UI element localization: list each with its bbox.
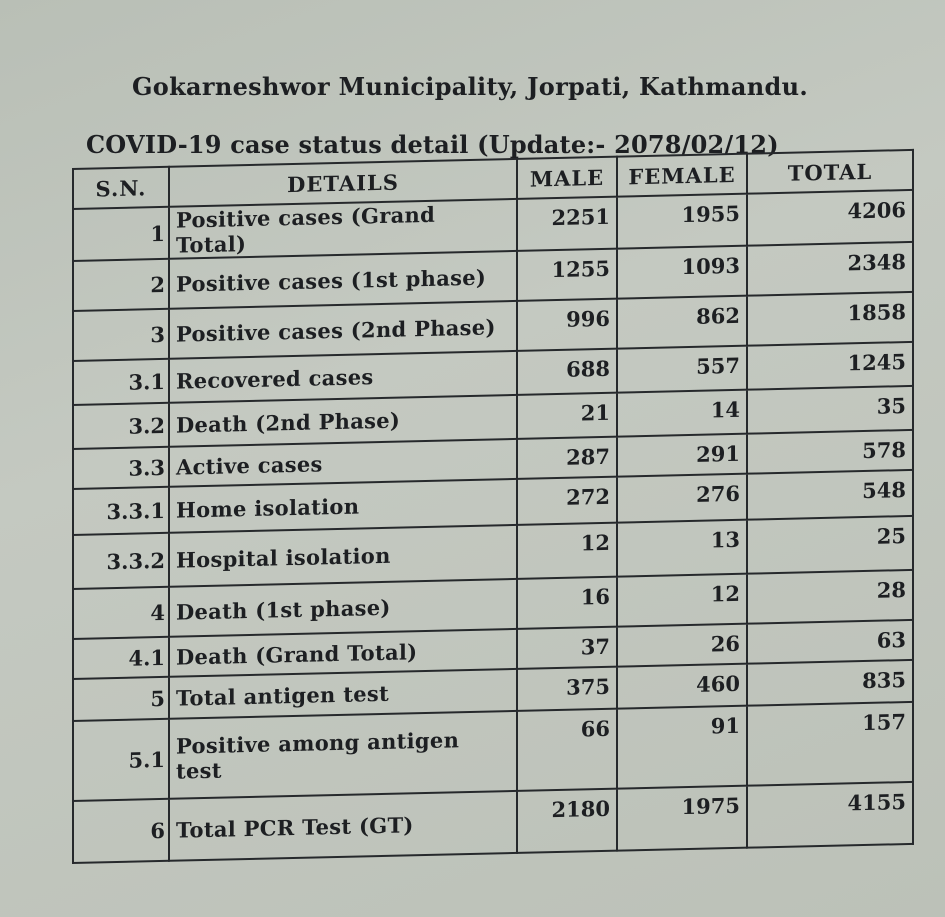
cell-female: 291 bbox=[617, 434, 747, 477]
cell-details: Death (1st phase) bbox=[169, 579, 517, 637]
cell-sn: 5 bbox=[73, 677, 169, 721]
cell-details: Total PCR Test (GT) bbox=[169, 791, 517, 861]
column-header-sn: S.N. bbox=[73, 167, 169, 209]
cell-total: 548 bbox=[747, 470, 913, 520]
cell-total: 28 bbox=[747, 570, 913, 624]
cell-sn: 3 bbox=[73, 309, 169, 361]
cell-female: 26 bbox=[617, 624, 747, 667]
cell-sn: 3.3.1 bbox=[73, 487, 169, 535]
cell-details: Positive cases (1st phase) bbox=[169, 251, 517, 309]
cell-details: Death (Grand Total) bbox=[169, 629, 517, 677]
cell-female: 1975 bbox=[617, 786, 747, 851]
cell-total: 157 bbox=[747, 702, 913, 786]
cell-total: 578 bbox=[747, 430, 913, 474]
cell-female: 276 bbox=[617, 474, 747, 523]
cell-male: 1255 bbox=[517, 249, 617, 301]
cell-female: 12 bbox=[617, 574, 747, 627]
cell-details: Active cases bbox=[169, 439, 517, 487]
cell-details: Home isolation bbox=[169, 479, 517, 533]
cell-female: 557 bbox=[617, 346, 747, 393]
cell-sn: 4.1 bbox=[73, 637, 169, 679]
page-subtitle: COVID-19 case status detail (Update:- 2078/02/12) bbox=[86, 130, 779, 159]
cell-male: 12 bbox=[517, 523, 617, 579]
column-header-female: FEMALE bbox=[617, 154, 747, 197]
cell-details: Positive cases (2nd Phase) bbox=[169, 301, 517, 359]
cell-male: 66 bbox=[517, 709, 617, 791]
cell-sn: 4 bbox=[73, 587, 169, 639]
page-title: Gokarneshwor Municipality, Jorpati, Kathmandu. bbox=[132, 72, 808, 101]
cell-total: 2348 bbox=[747, 242, 913, 296]
cell-female: 1093 bbox=[617, 246, 747, 299]
covid-status-table-wrapper bbox=[72, 149, 912, 864]
cell-sn: 3.3 bbox=[73, 447, 169, 489]
cell-male: 21 bbox=[517, 393, 617, 439]
cell-female: 13 bbox=[617, 520, 747, 577]
cell-female: 862 bbox=[617, 296, 747, 349]
cell-sn: 1 bbox=[73, 207, 169, 261]
cell-sn: 3.3.2 bbox=[73, 533, 169, 589]
cell-male: 2251 bbox=[517, 197, 617, 251]
cell-sn: 3.1 bbox=[73, 359, 169, 405]
cell-details: Total antigen test bbox=[169, 669, 517, 719]
column-header-total: TOTAL bbox=[747, 150, 913, 194]
cell-male: 375 bbox=[517, 667, 617, 711]
cell-sn: 5.1 bbox=[73, 719, 169, 801]
cell-total: 63 bbox=[747, 620, 913, 664]
cell-female: 14 bbox=[617, 390, 747, 437]
cell-sn: 6 bbox=[73, 799, 169, 863]
cell-female: 460 bbox=[617, 664, 747, 709]
cell-total: 35 bbox=[747, 386, 913, 434]
cell-female: 91 bbox=[617, 706, 747, 789]
cell-male: 996 bbox=[517, 299, 617, 351]
cell-male: 688 bbox=[517, 349, 617, 395]
cell-details: Positive among antigen test bbox=[169, 711, 517, 799]
cell-total: 4155 bbox=[747, 782, 913, 848]
cell-details: Hospital isolation bbox=[169, 525, 517, 587]
cell-female: 1955 bbox=[617, 194, 747, 249]
covid-status-table bbox=[72, 149, 914, 864]
cell-male: 2180 bbox=[517, 789, 617, 853]
cell-total: 835 bbox=[747, 660, 913, 706]
cell-sn: 3.2 bbox=[73, 403, 169, 449]
column-header-details: DETAILS bbox=[169, 159, 517, 207]
cell-sn: 2 bbox=[73, 259, 169, 311]
cell-total: 1245 bbox=[747, 342, 913, 390]
cell-total: 1858 bbox=[747, 292, 913, 346]
cell-total: 4206 bbox=[747, 190, 913, 246]
cell-male: 37 bbox=[517, 627, 617, 669]
cell-details: Recovered cases bbox=[169, 351, 517, 403]
column-header-male: MALE bbox=[517, 157, 617, 199]
cell-details: Positive cases (Grand Total) bbox=[169, 199, 517, 259]
cell-total: 25 bbox=[747, 516, 913, 574]
cell-details: Death (2nd Phase) bbox=[169, 395, 517, 447]
cell-male: 287 bbox=[517, 437, 617, 479]
cell-male: 16 bbox=[517, 577, 617, 629]
cell-male: 272 bbox=[517, 477, 617, 525]
